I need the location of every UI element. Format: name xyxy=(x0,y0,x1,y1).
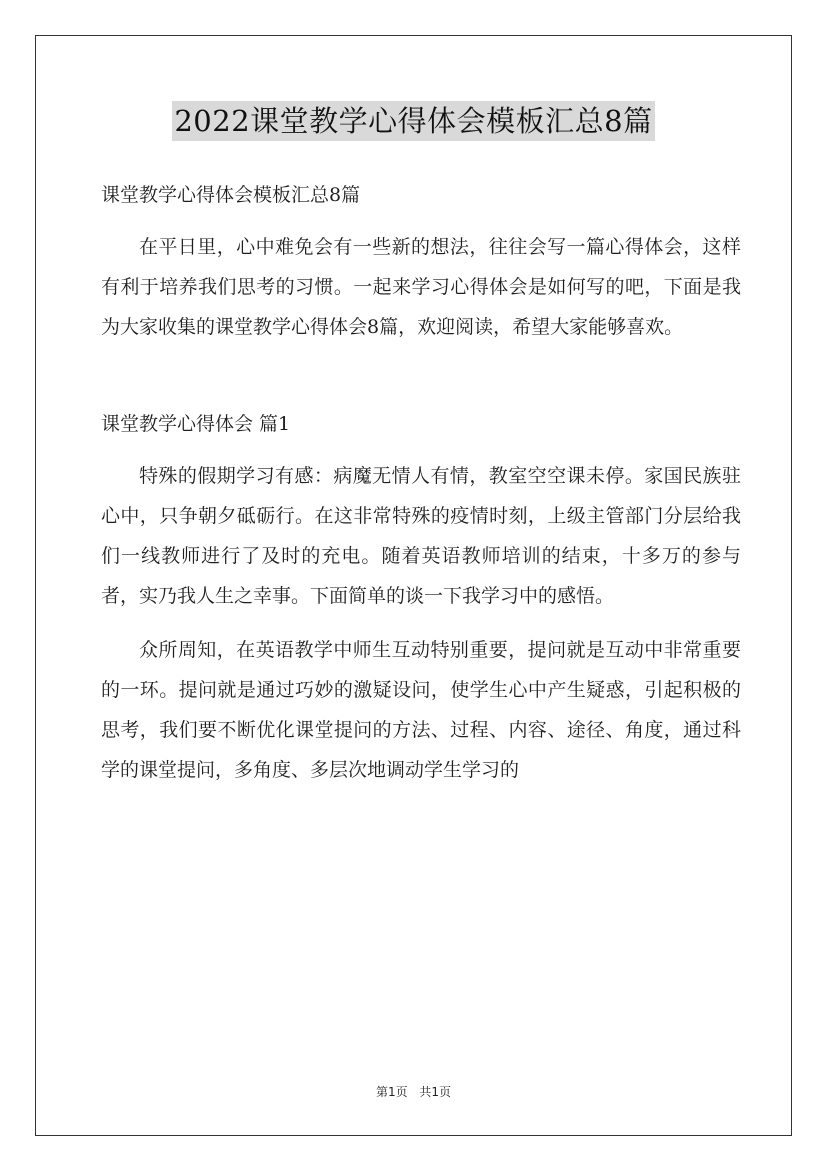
page-number: 第1页 xyxy=(375,1085,408,1099)
intro-paragraph: 在平日里，心中难免会有一些新的想法，往往会写一篇心得体会，这样有利于培养我们思考的习惯。一起来学习心得体会是如何写的吧，下面是我为大家收集的课堂教学心得体会8篇，欢迎阅读，希望大家能够喜欢。 xyxy=(101,236,741,338)
section-heading: 课堂教学心得体会 篇1 xyxy=(101,413,291,435)
page-total: 共1页 xyxy=(419,1085,452,1099)
document-subtitle: 课堂教学心得体会模板汇总8篇 xyxy=(101,184,361,206)
body-paragraph: 众所周知，在英语教学中师生互动特别重要，提问就是互动中非常重要的一环。提问就是通过巧妙的激疑设问，使学生心中产生疑惑，引起积极的思考，我们要不断优化课堂提问的方法、过程、内容、途径、角度，通过科学的课堂提问，多角度、多层次地调动学生学习的 xyxy=(101,639,741,781)
title-container xyxy=(0,101,827,141)
page-footer xyxy=(0,1083,827,1100)
document-title: 2022课堂教学心得体会模板汇总8篇 xyxy=(172,101,654,141)
document-body xyxy=(101,170,741,790)
body-paragraph: 特殊的假期学习有感：病魔无情人有情，教室空空课未停。家国民族驻心中，只争朝夕砥砺行。在这非常特殊的疫情时刻，上级主管部门分层给我们一线教师进行了及时的充电。随着英语教师培训的结束，十多万的参与者，实乃我人生之幸事。下面简单的谈一下我学习中的感悟。 xyxy=(101,465,741,607)
